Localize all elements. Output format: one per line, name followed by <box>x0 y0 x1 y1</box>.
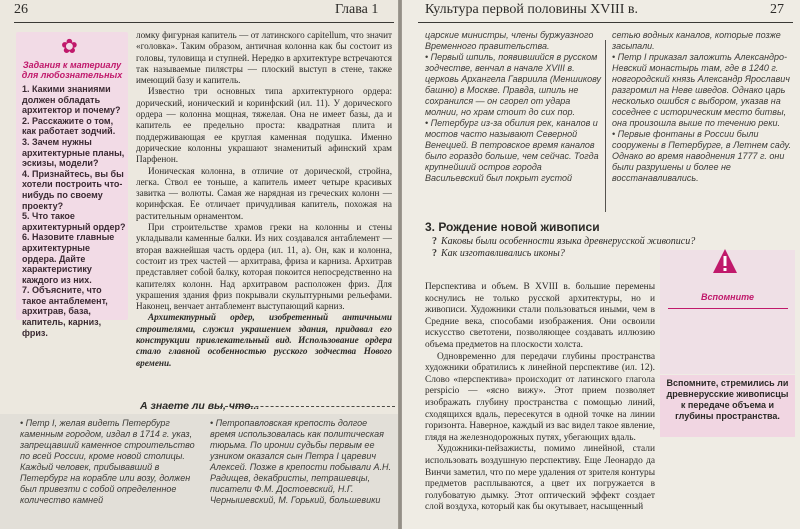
paragraph: ломку фигурная капитель — от латинского capitellum, что значит «головка». Таким образом, античная колонна как бы состоит из головы, туловища и ступней. Нередко в архитектуре встречаются так называемые пилястры — плоский выступ в стене, также имеющий базу и капитель. <box>136 30 392 86</box>
list-item: 3. Зачем нужны архитектурные планы, эскизы, модели? <box>22 136 125 169</box>
left-page <box>0 0 398 529</box>
tasks-sidebar <box>16 32 128 338</box>
fact-text: • Петропавловская крепость долгое время использовалась как политическая тюрьма. По иронии судьбы первым ее узником оказался сын Петра I царевич Алексей. Позже в крепости побывали А.Н. Радищев, декабристы, петрашевцы, писатели Ф.М. Достоевский, Н.Г. Чернышевский, М. Горький, большевики <box>210 418 392 505</box>
column-divider <box>605 40 606 212</box>
paragraph: Одновременно для передачи глубины пространства художники обратились к линейной перспективе (ил. 12). Слово «перспектива» происходит от латинского глагола perspicio — «ясно вижу». Этот прием позволяет изображать глубину пространства с помощью линий, сходящихся вдаль, пересекутся в одной точке на линии горизонта. Наверное, каждый из вас видел такое явление, глядя на железнодорожных путях, убегающих вдаль. <box>425 351 655 443</box>
fact-text: • Петр I, желая видеть Петербург каменным городом, издал в 1714 г. указ, запрещавший каменное строительство по всей России, кроме новой столицы. Каждый человек, прибывавший в Петербург на корабле или возу, должен был привезти с собой определенное количество камней <box>20 418 195 505</box>
aside-divider <box>220 406 395 407</box>
aside-title: А знаете ли вы, что... <box>140 400 260 412</box>
fact-text: • Петр I приказал заложить Александро-Невский монастырь там, где в 1240 г. новгородский князь Александр Ярославич разгромил на Неве шведов. Однако царь несколько ошибся с выбором, указав на соседнее с историческим место битвы, она произошла выше по течению реки. <box>612 52 790 128</box>
chapter-title: Глава 1 <box>335 2 379 17</box>
list-item: 5. Что такое архитектурный ордер? <box>22 211 126 232</box>
list-item: 6. Назовите главные архитектурные ордера. Дайте характеристику каждого из них. <box>22 232 115 285</box>
flower-icon: ✿ <box>61 36 78 58</box>
fact-column-4 <box>612 30 792 184</box>
highlight-paragraph: Архитектурный ордер, изобретенный античными строителями, служил украшением здания, придавал его конструкции привлекательный вид. Использование ордера стало главной особенностью русского зодчества Нового времени. <box>136 312 392 368</box>
right-page-number: 27 <box>770 2 784 17</box>
fact-text: • Первый шпиль, появившийся в русском зодчестве, венчал в начале XVIII в. церковь Архангела Гавриила (Меншикову башню) в Москве. Правда, шпиль не сохранился — он сгорел от удара молнии, но храм стоит до сих пор. <box>425 52 602 117</box>
sidebar-questions <box>22 84 126 338</box>
header-rule <box>418 22 793 23</box>
sidebar-title: Задания к материалу для любознательных <box>21 60 123 80</box>
left-body-text <box>136 30 392 369</box>
running-title: Культура первой половины XVIII в. <box>425 2 638 17</box>
fact-text: сетью водных каналов, которые позже засыпали. <box>612 30 781 51</box>
question-icon: ? <box>432 236 437 247</box>
list-item <box>432 248 695 260</box>
fact-column-1 <box>20 418 200 506</box>
review-questions <box>432 236 695 260</box>
paragraph: Ионическая колонна, в отличие от дорической, стройна, легка. Ствол ее тоньше, а капитель имеет четыре красивых завитка — волюты. Самая же нарядная из греческих колонн — коринфская. Ее отличает причудливая капитель, похожая на растительным орнаментом. <box>136 165 392 221</box>
exclamation-icon <box>711 247 739 275</box>
question-text: Как изготавливались иконы? <box>441 248 565 259</box>
paragraph: При строительстве храмов греки на колонны и стены укладывали каменные балки. Из них создавался антаблемент — вторая важнейшая часть ордера (ил. 11, а). Он, как и колонна, состоит из трех частей — архитрава, фриза и карниза. Архитрав представляет собой балку, которая покоится непосредственно на капителях колонн. Над архитравом расположен фриз. Для украшения здания фриз покрывали скульптурными рельефами. Наконец, венчает антаблемент выступающий карниз. <box>136 222 392 312</box>
list-item: 1. Какими знаниями должен обладать архитектор и почему? <box>22 84 121 116</box>
header-rule <box>14 22 394 23</box>
list-item: 2. Расскажите о том, как работает зодчий. <box>22 115 116 137</box>
remember-rule <box>668 308 788 309</box>
fact-text: • Первые фонтаны в России были сооружены в Петербурге, в Летнем саду. Однако во время наводнения 1777 г. они были разрушены и более не восстанавливались. <box>612 129 792 183</box>
paragraph: Художники-пейзажисты, помимо линейной, стали использовать воздушную перспективу. Еще Леонардо да Винчи заметил, что по мере удаления от зрителя контуры предметов расплываются, а цвет их погружается в голубоватую дымку. Этот оптический эффект создает слой воздуха, который как бы окутывает, насыщенный <box>425 444 655 513</box>
list-item: 4. Признайтесь, вы бы хотели построить что-нибудь по своему проекту? <box>22 168 124 211</box>
fact-column-2 <box>210 418 394 506</box>
paragraph: Перспектива и объем. В XVIII в. большие перемены коснулись не только русской архитектуры, но и живописи. Художники стали пользоваться иными, чем в Средние века, способами изображения. Они освоили искусство светотени, позволяющее создавать иллюзию объема предметов на плоскости холста. <box>425 282 655 350</box>
list-item: 7. Объясните, что такое антаблемент, архитрав, база, капитель, карниз, фриз. <box>22 285 108 338</box>
paragraph: Известно три основных типа архитектурного ордера: дорический, ионический и коринфский (ил. 11). У дорического ордера — колонна мощная, тяжелая. Она не имеет базы, да и капитель ее предельно проста: квадратная плита и поддерживающая ее круглая каменная подушка. Именно дорические колонны украшают знаменитый афинский храм Парфенон. <box>136 86 392 165</box>
question-text: Каковы были особенности языка древнерусской живописи? <box>441 236 696 247</box>
fact-text: • Петербург из-за обилия рек, каналов и мостов часто называют Северной Венецией. В петровское время каналов было гораздо больше, чем сейчас. Тогда крупнейший остров города Васильевский был покрыт густой <box>425 118 599 183</box>
remember-text: Вспомните, стремились ли древнерусские живописцы к передаче объема и глубины пространства. <box>666 378 789 421</box>
left-page-number: 26 <box>14 2 28 17</box>
list-item <box>432 236 695 248</box>
right-body-text <box>425 282 655 514</box>
remember-title: Вспомните <box>701 292 754 302</box>
section-title: 3. Рождение новой живописи <box>425 220 600 234</box>
fact-column-3 <box>425 30 601 184</box>
question-icon: ? <box>432 248 437 259</box>
fact-text: царские министры, члены буржуазного Временного правительства. <box>425 30 594 51</box>
